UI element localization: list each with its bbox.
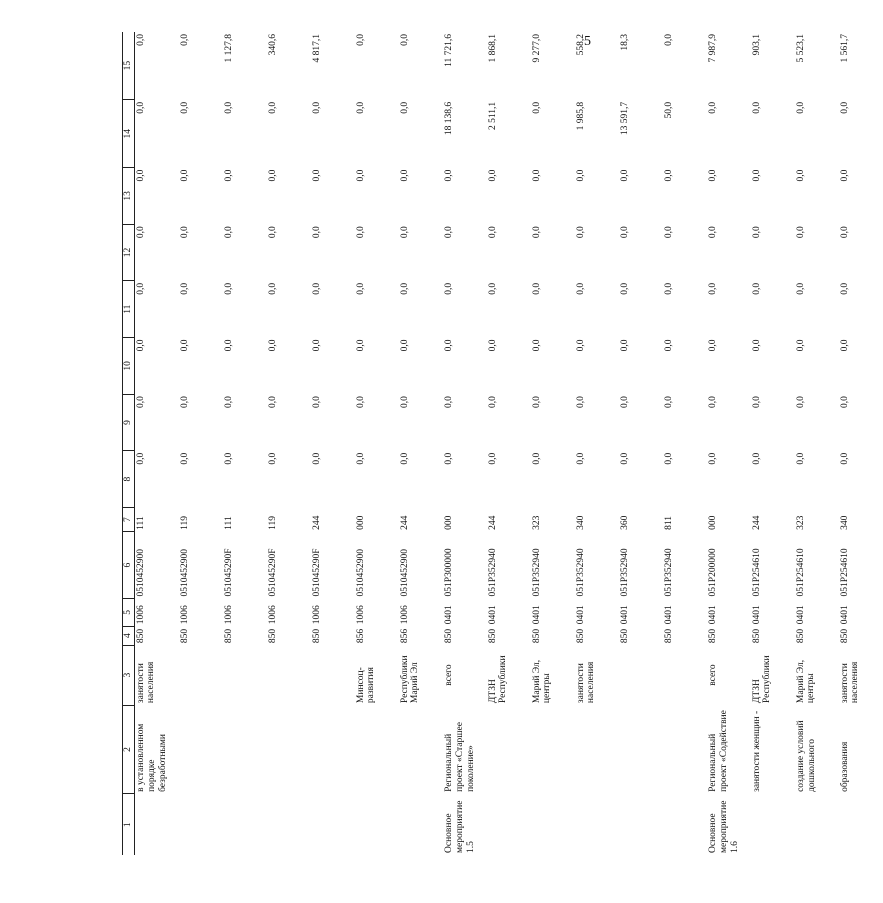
amount-cell-col-13: 0,0 [488, 169, 498, 182]
name-cell: создание условий дошкольного [796, 720, 817, 792]
amount-cell-col-8: 0,0 [180, 452, 190, 465]
csr-cell: 051P200000 [708, 548, 718, 597]
executor-cell: ДТЗН Республики [752, 655, 773, 704]
amount-cell-col-9: 0,0 [488, 396, 498, 409]
event-cell [575, 794, 619, 855]
amount-cell-col-10: 0,0 [312, 339, 322, 352]
amount-cell-col-9: 0,0 [532, 396, 542, 409]
grbs-cell: 850 [312, 628, 322, 644]
amount-cell-col-12: 0,0 [620, 226, 630, 239]
grbs-cell: 850 [268, 628, 278, 644]
amount-cell-col-8: 0,0 [752, 452, 762, 465]
amount-cell-col-14: 0,0 [400, 101, 410, 114]
event-cell [311, 794, 355, 855]
amount-cell-col-15: 0,0 [664, 34, 674, 46]
name-cell [267, 705, 311, 794]
event-cell [223, 794, 267, 855]
rzpr-cell: 0401 [620, 605, 630, 625]
amount-cell-col-9: 0,0 [840, 396, 850, 409]
column-number-3: 3 [123, 645, 135, 705]
amount-cell-col-13: 0,0 [664, 169, 674, 182]
amount-cell-col-8: 0,0 [136, 452, 146, 465]
amount-cell-col-12: 0,0 [268, 226, 278, 239]
grbs-cell: 850 [576, 628, 586, 644]
rzpr-cell: 0401 [840, 605, 850, 625]
rotated-table-container [122, 32, 861, 855]
executor-cell: ДТЗН Республики [488, 655, 509, 704]
vr-cell: 340 [576, 515, 586, 530]
amount-cell-col-13: 0,0 [356, 169, 366, 182]
amount-cell-col-14: 0,0 [180, 101, 190, 114]
event-cell [179, 794, 223, 855]
amount-cell-col-12: 0,0 [488, 226, 498, 239]
grbs-cell: 850 [840, 628, 850, 644]
amount-cell-col-12: 0,0 [312, 226, 322, 239]
amount-cell-col-11: 0,0 [708, 282, 718, 295]
amount-cell-col-10: 0,0 [400, 339, 410, 352]
amount-cell-col-12: 0,0 [444, 226, 454, 239]
amount-cell-col-10: 0,0 [488, 339, 498, 352]
amount-cell-col-15: 1 127,8 [224, 34, 234, 63]
csr-cell: 051P352940 [664, 548, 674, 597]
amount-cell-col-12: 0,0 [136, 226, 146, 239]
amount-cell-col-14: 0,0 [708, 101, 718, 114]
table-row [663, 32, 707, 855]
amount-cell-col-12: 0,0 [180, 226, 190, 239]
grbs-cell: 850 [488, 628, 498, 644]
vr-cell: 340 [840, 515, 850, 530]
vr-cell: 244 [488, 515, 498, 530]
amount-cell-col-9: 0,0 [136, 396, 146, 409]
amount-cell-col-8: 0,0 [664, 452, 674, 465]
name-cell [223, 705, 267, 794]
vr-cell: 111 [224, 516, 234, 530]
amount-cell-col-9: 0,0 [180, 396, 190, 409]
amount-cell-col-11: 0,0 [840, 282, 850, 295]
amount-cell-col-10: 0,0 [224, 339, 234, 352]
amount-cell-col-12: 0,0 [752, 226, 762, 239]
amount-cell-col-14: 0,0 [224, 101, 234, 114]
amount-cell-col-14: 0,0 [532, 101, 542, 114]
csr-cell: 0510452900 [180, 548, 190, 597]
amount-cell-col-14: 50,0 [664, 101, 674, 119]
amount-cell-col-8: 0,0 [312, 452, 322, 465]
amount-cell-col-13: 0,0 [620, 169, 630, 182]
amount-cell-col-11: 0,0 [312, 282, 322, 295]
grbs-cell: 850 [796, 628, 806, 644]
amount-cell-col-13: 0,0 [312, 169, 322, 182]
column-number-12: 12 [123, 224, 135, 281]
name-cell [619, 705, 663, 794]
event-cell: Основное мероприятие 1.5 [444, 800, 476, 853]
rzpr-cell: 1006 [224, 605, 234, 625]
amount-cell-col-11: 0,0 [268, 282, 278, 295]
amount-cell-col-10: 0,0 [840, 339, 850, 352]
amount-cell-col-15: 1 868,1 [488, 34, 498, 63]
amount-cell-col-14: 0,0 [356, 101, 366, 114]
vr-cell: 360 [620, 515, 630, 530]
amount-cell-col-11: 0,0 [752, 282, 762, 295]
rzpr-cell: 0401 [664, 605, 674, 625]
table-row [751, 32, 795, 855]
csr-cell: 051P352940 [576, 548, 586, 597]
amount-cell-col-15: 5 523,1 [796, 34, 806, 63]
amount-cell-col-14: 0,0 [312, 101, 322, 114]
amount-cell-col-13: 0,0 [752, 169, 762, 182]
amount-cell-col-8: 0,0 [620, 452, 630, 465]
vr-cell: 244 [312, 515, 322, 530]
executor-cell: занятости населения [136, 661, 157, 704]
name-cell: в установленном порядке безработными [136, 723, 168, 792]
table-row [487, 32, 531, 855]
amount-cell-col-9: 0,0 [796, 396, 806, 409]
table-row [531, 32, 575, 855]
amount-cell-col-14: 0,0 [268, 101, 278, 114]
name-cell [311, 705, 355, 794]
csr-cell: 051P352940 [532, 548, 542, 597]
amount-cell-col-11: 0,0 [620, 282, 630, 295]
table-row [707, 32, 751, 855]
vr-cell: 244 [752, 515, 762, 530]
amount-cell-col-15: 0,0 [356, 34, 366, 46]
event-cell [663, 794, 707, 855]
table-row [399, 32, 443, 855]
amount-cell-col-9: 0,0 [356, 396, 366, 409]
amount-cell-col-8: 0,0 [576, 452, 586, 465]
vr-cell: 119 [180, 515, 190, 530]
amount-cell-col-10: 0,0 [620, 339, 630, 352]
amount-cell-col-12: 0,0 [664, 226, 674, 239]
amount-cell-col-11: 0,0 [444, 282, 454, 295]
event-cell [267, 794, 311, 855]
event-cell [751, 794, 795, 855]
executor-cell [267, 645, 311, 705]
amount-cell-col-15: 0,0 [400, 34, 410, 46]
vr-cell: 111 [136, 516, 146, 530]
amount-cell-col-10: 0,0 [180, 339, 190, 352]
amount-cell-col-13: 0,0 [796, 169, 806, 182]
csr-cell: 051045290F [268, 548, 278, 597]
amount-cell-col-10: 0,0 [268, 339, 278, 352]
amount-cell-col-8: 0,0 [356, 452, 366, 465]
csr-cell: 0510452900 [356, 548, 366, 597]
column-number-13: 13 [123, 168, 135, 225]
csr-cell: 051P254610 [752, 548, 762, 597]
grbs-cell: 850 [664, 628, 674, 644]
grbs-cell: 850 [136, 628, 146, 644]
amount-cell-col-9: 0,0 [620, 396, 630, 409]
grbs-cell: 856 [400, 628, 410, 644]
amount-cell-col-13: 0,0 [444, 169, 454, 182]
amount-cell-col-11: 0,0 [532, 282, 542, 295]
csr-cell: 051P254610 [840, 548, 850, 597]
rzpr-cell: 0401 [488, 605, 498, 625]
csr-cell: 051P254610 [796, 548, 806, 597]
executor-cell: Минсоц-развития [356, 667, 377, 704]
vr-cell: 244 [400, 515, 410, 530]
amount-cell-col-14: 0,0 [840, 101, 850, 114]
executor-cell: Республики Марий Эл [400, 655, 421, 704]
event-cell [619, 794, 663, 855]
amount-cell-col-11: 0,0 [136, 282, 146, 295]
amount-cell-col-14: 2 511,1 [488, 101, 498, 130]
amount-cell-col-13: 0,0 [268, 169, 278, 182]
event-cell [531, 794, 575, 855]
amount-cell-col-10: 0,0 [664, 339, 674, 352]
amount-cell-col-10: 0,0 [576, 339, 586, 352]
amount-cell-col-15: 340,6 [268, 34, 278, 56]
column-number-7: 7 [123, 507, 135, 531]
amount-cell-col-10: 0,0 [796, 339, 806, 352]
amount-cell-col-13: 0,0 [840, 169, 850, 182]
amount-cell-col-13: 0,0 [708, 169, 718, 182]
column-number-6: 6 [123, 532, 135, 599]
grbs-cell: 850 [620, 628, 630, 644]
amount-cell-col-13: 0,0 [224, 169, 234, 182]
grbs-cell: 850 [532, 628, 542, 644]
amount-cell-col-15: 1 561,7 [840, 34, 850, 63]
name-cell [399, 705, 443, 794]
csr-cell: 051045290F [224, 548, 234, 597]
rzpr-cell: 1006 [356, 605, 366, 625]
rzpr-cell: 1006 [400, 605, 410, 625]
name-cell: занятости женщин - [752, 710, 762, 792]
vr-cell: 323 [796, 515, 806, 530]
amount-cell-col-14: 0,0 [136, 101, 146, 114]
rzpr-cell: 1006 [180, 605, 190, 625]
grbs-cell: 850 [444, 628, 454, 644]
rzpr-cell: 0401 [576, 605, 586, 625]
budget-table [122, 32, 883, 855]
amount-cell-col-10: 0,0 [356, 339, 366, 352]
executor-cell: всего [708, 664, 718, 686]
csr-cell: 051P352940 [488, 548, 498, 597]
amount-cell-col-12: 0,0 [400, 226, 410, 239]
grbs-cell: 850 [708, 628, 718, 644]
amount-cell-col-11: 0,0 [664, 282, 674, 295]
amount-cell-col-9: 0,0 [400, 396, 410, 409]
amount-cell-col-14: 13 591,7 [620, 101, 630, 136]
amount-cell-col-15: 18,3 [620, 34, 630, 51]
table-row [223, 32, 267, 855]
amount-cell-col-10: 0,0 [532, 339, 542, 352]
name-cell [663, 705, 707, 794]
amount-cell-col-9: 0,0 [268, 396, 278, 409]
rzpr-cell: 0401 [708, 605, 718, 625]
rzpr-cell: 0401 [752, 605, 762, 625]
page-number: 5 [584, 34, 591, 49]
vr-cell: 323 [532, 515, 542, 530]
executor-cell: всего [444, 664, 454, 686]
rzpr-cell: 1006 [268, 605, 278, 625]
executor-cell: Марий Эл, центры [532, 659, 553, 704]
amount-cell-col-12: 0,0 [576, 226, 586, 239]
amount-cell-col-8: 0,0 [708, 452, 718, 465]
amount-cell-col-8: 0,0 [444, 452, 454, 465]
amount-cell-col-11: 0,0 [180, 282, 190, 295]
amount-cell-col-11: 0,0 [356, 282, 366, 295]
amount-cell-col-9: 0,0 [576, 396, 586, 409]
column-number-11: 11 [123, 281, 135, 338]
column-number-8: 8 [123, 451, 135, 508]
event-cell [135, 794, 180, 855]
amount-cell-col-9: 0,0 [752, 396, 762, 409]
amount-cell-col-14: 0,0 [752, 101, 762, 114]
table-row [839, 32, 883, 855]
name-cell [531, 705, 575, 794]
column-number-15: 15 [123, 32, 135, 100]
executor-cell [179, 645, 223, 705]
column-number-2: 2 [123, 705, 135, 794]
column-number-10: 10 [123, 338, 135, 395]
amount-cell-col-12: 0,0 [708, 226, 718, 239]
event-cell [487, 794, 531, 855]
csr-cell: 051P352940 [620, 548, 630, 597]
executor-cell [223, 645, 267, 705]
name-cell: Региональный проект «Старшее поколение» [444, 722, 476, 792]
amount-cell-col-14: 1 985,8 [576, 101, 586, 131]
column-number-4: 4 [123, 626, 135, 645]
amount-cell-col-12: 0,0 [356, 226, 366, 239]
name-cell: образования [840, 741, 850, 792]
amount-cell-col-11: 0,0 [400, 282, 410, 295]
rzpr-cell: 0401 [796, 605, 806, 625]
amount-cell-col-11: 0,0 [796, 282, 806, 295]
amount-cell-col-11: 0,0 [224, 282, 234, 295]
amount-cell-col-10: 0,0 [752, 339, 762, 352]
grbs-cell: 856 [356, 628, 366, 644]
amount-cell-col-8: 0,0 [532, 452, 542, 465]
amount-cell-col-10: 0,0 [708, 339, 718, 352]
csr-cell: 0510452900 [136, 548, 146, 597]
table-row [619, 32, 663, 855]
amount-cell-col-9: 0,0 [224, 396, 234, 409]
grbs-cell: 850 [224, 628, 234, 644]
amount-cell-col-11: 0,0 [576, 282, 586, 295]
name-cell [575, 705, 619, 794]
amount-cell-col-9: 0,0 [444, 396, 454, 409]
event-cell [355, 794, 399, 855]
table-row [311, 32, 355, 855]
vr-cell: 000 [356, 515, 366, 530]
executor-cell [663, 645, 707, 705]
table-row [355, 32, 399, 855]
grbs-cell: 850 [180, 628, 190, 644]
amount-cell-col-9: 0,0 [664, 396, 674, 409]
table-row [267, 32, 311, 855]
rzpr-cell: 0401 [444, 605, 454, 625]
amount-cell-col-9: 0,0 [312, 396, 322, 409]
amount-cell-col-12: 0,0 [840, 226, 850, 239]
amount-cell-col-14: 0,0 [796, 101, 806, 114]
event-cell: Основное мероприятие 1.6 [708, 800, 740, 853]
amount-cell-col-15: 7 987,9 [708, 34, 718, 63]
amount-cell-col-14: 18 138,6 [444, 101, 454, 136]
amount-cell-col-8: 0,0 [840, 452, 850, 465]
rzpr-cell: 1006 [136, 605, 146, 625]
table-row [179, 32, 223, 855]
amount-cell-col-12: 0,0 [224, 226, 234, 239]
amount-cell-col-12: 0,0 [796, 226, 806, 239]
name-cell [487, 705, 531, 794]
amount-cell-col-8: 0,0 [400, 452, 410, 465]
executor-cell [619, 645, 663, 705]
rzpr-cell: 1006 [312, 605, 322, 625]
event-cell [399, 794, 443, 855]
grbs-cell: 850 [752, 628, 762, 644]
table-row [135, 32, 180, 855]
amount-cell-col-15: 903,1 [752, 34, 762, 56]
event-cell [795, 794, 839, 855]
rzpr-cell: 0401 [532, 605, 542, 625]
amount-cell-col-12: 0,0 [532, 226, 542, 239]
amount-cell-col-8: 0,0 [224, 452, 234, 465]
amount-cell-col-15: 9 277,0 [532, 34, 542, 63]
event-cell [839, 794, 883, 855]
amount-cell-col-15: 558,2 [576, 34, 586, 56]
amount-cell-col-8: 0,0 [796, 452, 806, 465]
amount-cell-col-10: 0,0 [136, 339, 146, 352]
vr-cell: 811 [664, 515, 674, 530]
name-cell [179, 705, 223, 794]
csr-cell: 051045290F [312, 548, 322, 597]
table-row [795, 32, 839, 855]
column-number-14: 14 [123, 100, 135, 168]
amount-cell-col-15: 11 721,6 [444, 34, 454, 67]
amount-cell-col-11: 0,0 [488, 282, 498, 295]
amount-cell-col-13: 0,0 [576, 169, 586, 182]
vr-cell: 119 [268, 515, 278, 530]
table-row [575, 32, 619, 855]
amount-cell-col-13: 0,0 [400, 169, 410, 182]
column-numbers-header [123, 32, 135, 855]
amount-cell-col-8: 0,0 [488, 452, 498, 465]
table-row [443, 32, 487, 855]
executor-cell: занятости населения [576, 661, 597, 704]
amount-cell-col-13: 0,0 [532, 169, 542, 182]
amount-cell-col-9: 0,0 [708, 396, 718, 409]
vr-cell: 000 [708, 515, 718, 530]
column-number-5: 5 [123, 598, 135, 626]
vr-cell: 000 [444, 515, 454, 530]
amount-cell-col-10: 0,0 [444, 339, 454, 352]
name-cell [355, 705, 399, 794]
amount-cell-col-15: 0,0 [136, 34, 146, 46]
csr-cell: 051P300000 [444, 548, 454, 597]
column-number-1: 1 [123, 794, 135, 855]
amount-cell-col-15: 0,0 [180, 34, 190, 46]
executor-cell: занятости населения [840, 661, 861, 704]
amount-cell-col-8: 0,0 [268, 452, 278, 465]
csr-cell: 0510452900 [400, 548, 410, 597]
column-number-9: 9 [123, 394, 135, 451]
amount-cell-col-15: 4 817,1 [312, 34, 322, 63]
amount-cell-col-13: 0,0 [136, 169, 146, 182]
executor-cell [311, 645, 355, 705]
amount-cell-col-13: 0,0 [180, 169, 190, 182]
name-cell: Региональный проект «Содействие [708, 710, 729, 792]
executor-cell: Марий Эл, центры [796, 659, 817, 704]
